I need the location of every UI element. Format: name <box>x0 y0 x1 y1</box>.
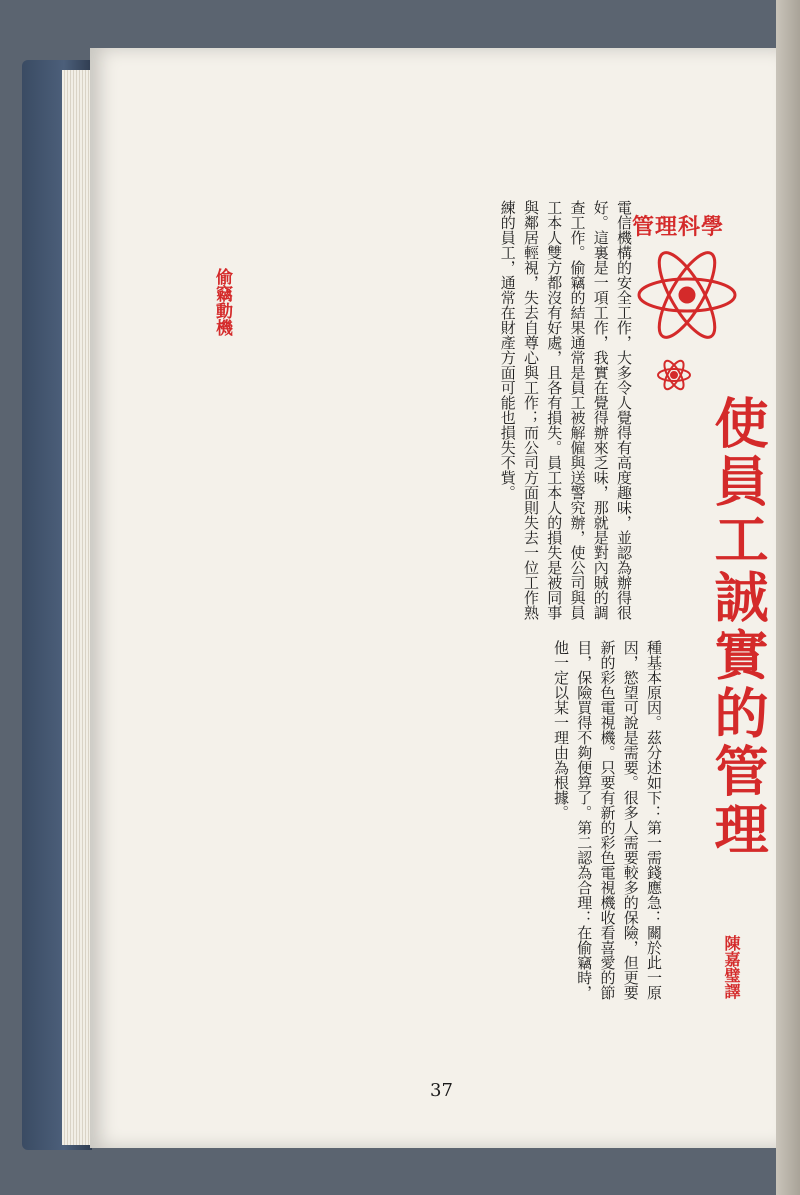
subheading: 偷竊動機 <box>212 268 232 336</box>
article-body-top: 電信機構的安全工作，大多令人覺得有高度趣味，並認為辦得很好。這裏是一項工作，我實在覺得辦來乏味，那就是對內賊的調查工作。偷竊的結果通常是員工被解僱與送警究辦，使公司與員工本人雙方都沒有好處，且各有損失。員工本人的損失是被同事與鄰居輕視，失去自尊心與工作；而公司方面則失去一位工作熟練的員工，通常在財產方面可能也損失不貲。 <box>498 200 633 620</box>
atom-logo-icon <box>632 240 742 350</box>
section-header: 管理科學 <box>632 214 725 240</box>
page-number: 37 <box>430 1080 453 1101</box>
article-body-bottom: 種基本原因。茲分述如下：第一需錢應急：關於此一原因，慾望可說是需要。很多人需要較多的保險，但更要新的彩色電視機。只要有新的彩色電視機收看喜愛的節目，保險買得不夠便算了。第二認為合理：在偷竊時，他一定以某一理由為根據。 <box>552 640 663 1000</box>
byline: 陳嘉璧譯 <box>722 935 741 999</box>
article-title: 使員工誠實的管理 <box>706 395 770 859</box>
adjacent-page-edge <box>776 0 800 1195</box>
small-atom-icon <box>654 355 694 395</box>
